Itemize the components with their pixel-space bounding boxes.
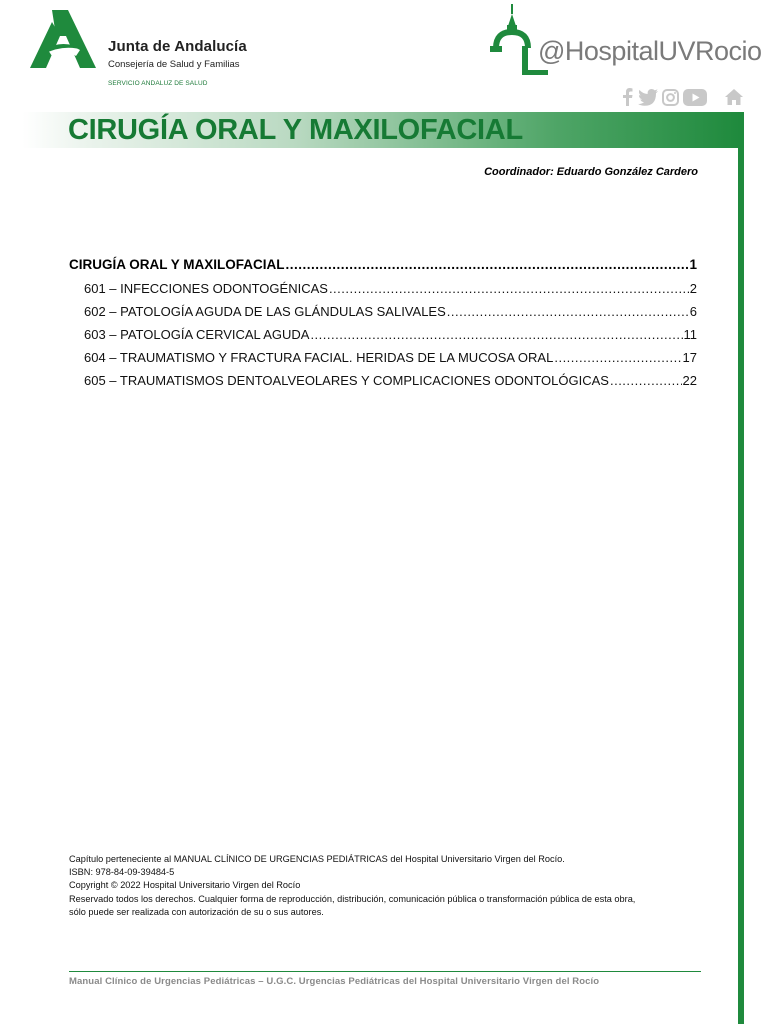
toc-entry[interactable] — [69, 281, 697, 304]
toc-leader — [610, 373, 682, 388]
credits-block — [69, 853, 635, 919]
social-icons — [620, 88, 743, 106]
org-name: Junta de Andalucía — [108, 38, 247, 55]
toc-entry-page: 6 — [689, 304, 697, 319]
toc-leader — [554, 350, 681, 365]
toc-leader — [447, 304, 689, 319]
toc-entry-label: 605 – TRAUMATISMOS DENTOALVEOLARES Y COMPLICACIONES ODONTOLÓGICAS — [84, 373, 609, 388]
toc-entry-page: 1 — [689, 257, 697, 272]
facebook-icon[interactable] — [620, 88, 634, 106]
junta-andalucia-logo — [30, 10, 96, 70]
hospital-handle: @HospitalUVRocio — [538, 36, 762, 66]
credits-chapter: Capítulo perteneciente al MANUAL CLÍNICO DE URGENCIAS PEDIÁTRICAS del Hospital Universitario Virgen del Rocío. — [69, 854, 565, 864]
youtube-icon[interactable] — [683, 89, 707, 106]
toc-entry-page: 2 — [689, 281, 697, 296]
table-of-contents — [69, 257, 697, 396]
home-icon[interactable] — [725, 89, 743, 105]
credits-copyright: Copyright © 2022 Hospital Universitario Virgen del Rocío — [69, 880, 301, 891]
toc-entry-page: 17 — [682, 350, 697, 365]
toc-entry-label: 603 – PATOLOGÍA CERVICAL AGUDA — [84, 327, 310, 342]
toc-entry-label: 604 – TRAUMATISMO Y FRACTURA FACIAL. HERIDAS DE LA MUCOSA ORAL — [84, 350, 554, 365]
toc-entry[interactable] — [69, 327, 697, 350]
credits-rights: Reservado todos los derechos. Cualquier forma de reproducción, distribución, comunicación pública o transformación pública de esta obra, — [69, 893, 636, 904]
org-department: Consejería de Salud y Familias — [108, 59, 240, 70]
footer-text: Manual Clínico de Urgencias Pediátricas – U.G.C. Urgencias Pediátricas del Hospital Universitario Virgen del Rocío — [69, 976, 600, 987]
toc-entry-page: 22 — [682, 373, 697, 388]
toc-leader — [329, 281, 689, 296]
twitter-icon[interactable] — [638, 89, 658, 106]
toc-leader — [286, 257, 689, 272]
footer-divider — [69, 971, 701, 972]
toc-leader — [310, 327, 682, 342]
toc-main-entry[interactable] — [69, 257, 697, 281]
coordinator: Coordinador: Eduardo González Cardero — [484, 166, 698, 178]
toc-entry-label: CIRUGÍA ORAL Y MAXILOFACIAL — [69, 257, 285, 272]
toc-entry-label: 602 – PATOLOGÍA AGUDA DE LAS GLÁNDULAS SALIVALES — [84, 304, 446, 319]
instagram-icon[interactable] — [662, 89, 679, 106]
toc-entry[interactable] — [69, 304, 697, 327]
toc-entry[interactable] — [69, 350, 697, 373]
credits-rights-cont: sólo puede ser realizada con autorización de su o sus autores. — [69, 906, 324, 917]
right-border-bar — [738, 112, 744, 1024]
toc-entry[interactable] — [69, 373, 697, 396]
page-title: CIRUGÍA ORAL Y MAXILOFACIAL — [68, 114, 523, 146]
toc-entry-label: 601 – INFECCIONES ODONTOGÉNICAS — [84, 281, 328, 296]
org-service: SERVICIO ANDALUZ DE SALUD — [108, 80, 208, 87]
credits-isbn: ISBN: 978-84-09-39484-5 — [69, 867, 175, 878]
toc-entry-page: 11 — [683, 327, 697, 342]
